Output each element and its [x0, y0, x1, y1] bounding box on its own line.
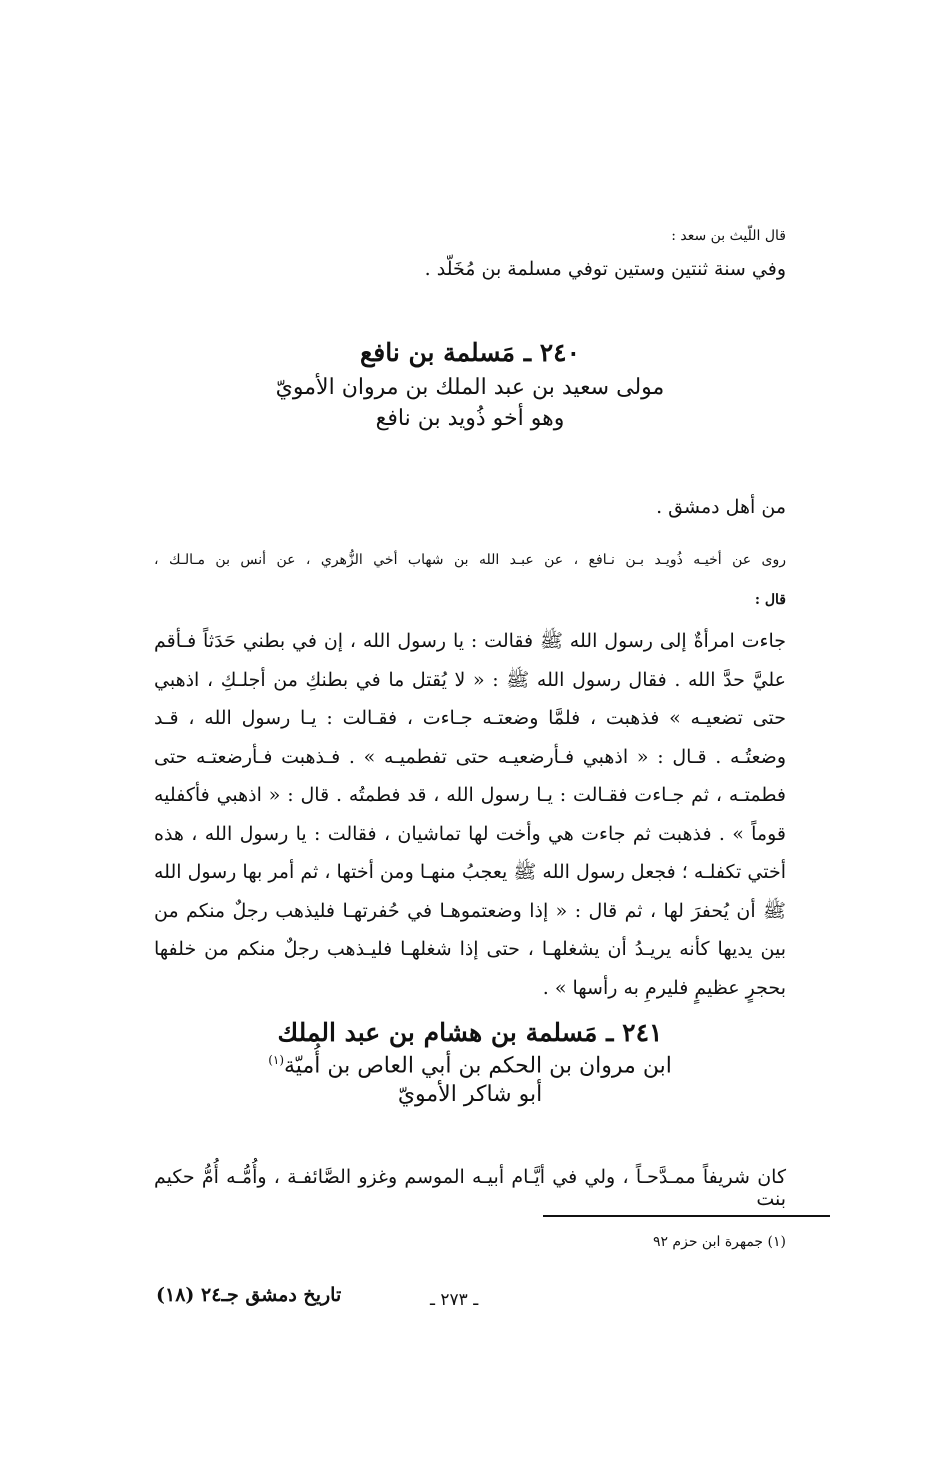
entry-241-subtitle-1	[150, 1053, 790, 1078]
entry-240-hadith-text: جاءت امرأةٌ إلى رسول الله ﷺ فقالت : يا رسول الله ، إن في بطني حَدَثاً فـأقم عليَّ حدَّ الله . فقال رسول الله ﷺ : « لا يُقتل ما في بطنكِ من أجلـكِ ، اذهبي حتى تضعيـه » فذهبت ، فلمَّا وضعتـه جـاءت ، فقـالت : يـا رسول الله ، قـد وضعتُـه . قـال : « اذهبي فـأرضعيـه حتى تفطميـه » . فـذهبت فـأرضعتـه حتى فطمتـه ، ثم جـاءت فقـالت : يـا رسول الله ، قد فطمتُه . قال : « اذهبي فأكفليه قوماً » . فذهبت ثم جاءت هي وأخت لها تماشيان ، فقالت : يا رسول الله ، هذه أختي تكفلـه ؛ فجعل رسول الله ﷺ يعجبُ منهـا ومن أختها ، ثم أمر بها رسول الله ﷺ أن يُحفرَ لها ، ثم قال : « إذا وضعتموهـا في حُفرتهـا فليذهب رجلٌ منكم من بين يديها كأنه يريـدُ أن يشغلهـا ، حتى إذا شغلهـا فليـذهب رجلٌ منكم من خلفها بحجرٍ عظيمٍ فليرمِ به رأسها » .	[154, 630, 786, 999]
intro-line-2: وفي سنة ثنتين وستين توفي مسلمة بن مُخَلّد .	[424, 258, 786, 280]
entry-241-text: كان شريفاً ممـدَّحـاً ، ولي في أيَّـام أبيـه الموسم وغزو الصَّائفـة ، وأُمُّـه أُمُّ حكيم بنت	[154, 1166, 786, 1210]
entry-240-header	[150, 338, 790, 431]
entry-240-isnad-end: قال :	[754, 592, 786, 608]
entry-240-isnad: روى عن أخيـه ذُويـد بـن نـافع ، عن عبـد الله بن شهاب أخي الزُّهري ، عن أنس بن مـالـك ،	[154, 552, 786, 568]
entry-240-subtitle-1: مولى سعيد بن عبد الملك بن مروان الأمويّ	[275, 375, 665, 400]
footnote-text: (١) جمهرة ابن حزم ٩٢	[652, 1234, 786, 1250]
entry-240-heading: ٢٤٠ ـ مَسلمة بن نافع	[359, 338, 581, 367]
entry-240-subtitle-2: وهو أخو ذُويد بن نافع	[375, 406, 565, 431]
page-number: ـ ٢٧٣ ـ	[430, 1290, 479, 1310]
footnote-marker: (١)	[268, 1053, 285, 1067]
footnote-rule	[543, 1215, 830, 1217]
entry-240-origin: من أهل دمشق .	[656, 496, 786, 518]
intro-line-1: قال اللّيث بن سعد :	[671, 228, 786, 244]
entry-241-subtitle-1-text: ابن مروان بن الحكم بن أبي العاص بن أُميّة	[284, 1053, 672, 1079]
entry-241-subtitle-2: أبو شاكر الأمويّ	[397, 1082, 543, 1108]
book-reference: تاريخ دمشق جـ٢٤ (١٨)	[156, 1284, 342, 1306]
entry-241-heading: ٢٤١ ـ مَسلمة بن هشام بن عبد الملك	[277, 1018, 663, 1047]
entry-241-header	[150, 1018, 790, 1107]
